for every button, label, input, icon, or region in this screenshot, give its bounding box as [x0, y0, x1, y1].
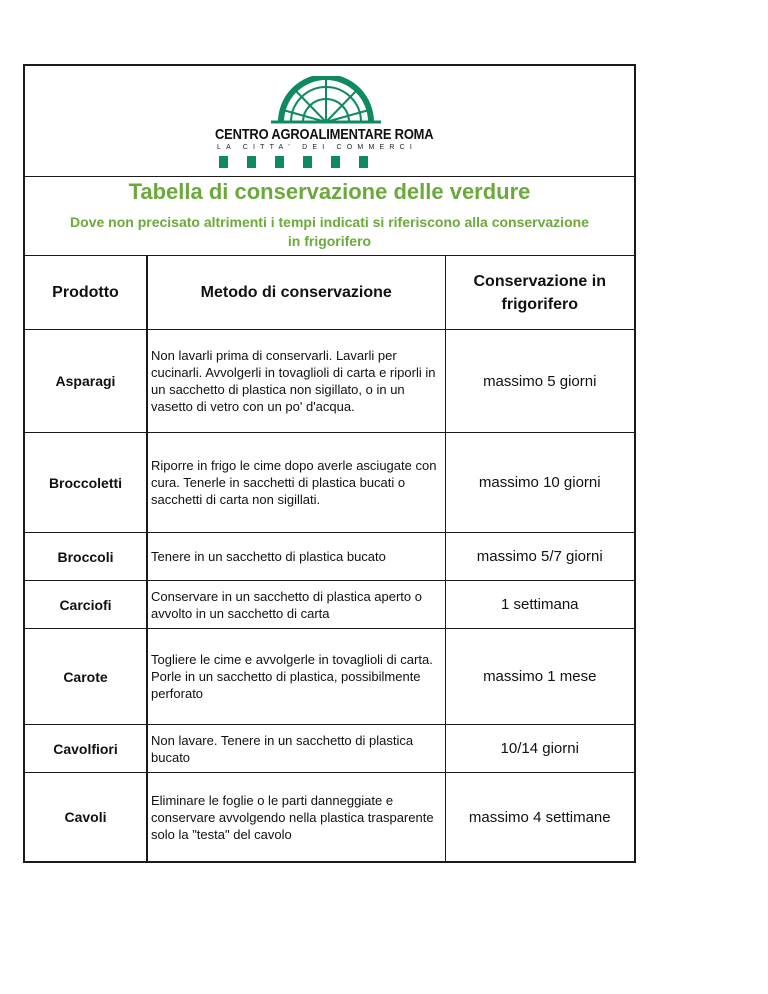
- product-cell: Broccoletti: [25, 433, 147, 533]
- header-method: Metodo di conservazione: [147, 256, 445, 330]
- table-row: [25, 533, 634, 581]
- fridge-cell: massimo 4 settimane: [468, 808, 611, 826]
- product-cell: Cavolfiori: [25, 725, 147, 773]
- method-cell: Riporre in frigo le cime dopo averle asciugate con cura. Tenerle in sacchetti di plastica bucati o sacchetti di carta non sigillati.: [147, 433, 445, 533]
- page-title: Tabella di conservazione delle verdure: [128, 179, 531, 204]
- table-row: [25, 330, 634, 433]
- header-fridge-label: Conservazione in frigorifero: [473, 272, 606, 313]
- method-cell: Eliminare le foglie o le parti danneggiate e conservare avvolgendo nella plastica trasparente solo la "testa" del cavolo: [147, 773, 445, 862]
- method-cell: Conservare in un sacchetto di plastica aperto o avvolto in un sacchetto di carta: [147, 581, 445, 629]
- conservation-table: [25, 256, 634, 862]
- fridge-cell: massimo 5/7 giorni: [445, 533, 634, 581]
- header-product: Prodotto: [25, 256, 147, 330]
- arch-logo-icon: [211, 76, 431, 128]
- logo-columns-icon: [215, 156, 375, 170]
- header-fridge: [445, 256, 634, 330]
- table-row: [25, 629, 634, 725]
- method-cell: Togliere le cime e avvolgerle in tovaglioli di carta. Porle in un sacchetto di plastica, possibilmente perforato: [147, 629, 445, 725]
- fridge-cell: massimo 10 giorni: [445, 433, 634, 533]
- fridge-cell: massimo 5 giorni: [445, 330, 634, 433]
- table-row: [25, 433, 634, 533]
- table-row: [25, 725, 634, 773]
- title-section: [25, 177, 634, 256]
- product-cell: Broccoli: [25, 533, 147, 581]
- product-cell: Carote: [25, 629, 147, 725]
- table-row: [25, 581, 634, 629]
- method-cell: Non lavarli prima di conservarli. Lavarli per cucinarli. Avvolgerli in tovaglioli di carta e riporli in un sacchetto di plastica non sigillato, o in un vasetto di vetro con un po' d'acqua.: [147, 330, 445, 433]
- conservation-sheet: [23, 64, 636, 863]
- product-cell: Cavoli: [64, 809, 107, 826]
- method-cell: Tenere in un sacchetto di plastica bucato: [147, 533, 445, 581]
- page-subtitle: Dove non precisato altrimenti i tempi indicati si riferiscono alla conservazione in frigorifero: [70, 214, 589, 249]
- fridge-cell: massimo 1 mese: [445, 629, 634, 725]
- logo-tagline: LA CITTA' DEI COMMERCI: [217, 144, 418, 151]
- logo-name: CENTRO AGROALIMENTARE ROMA: [215, 126, 434, 143]
- fridge-cell: 1 settimana: [445, 581, 634, 629]
- product-cell: Carciofi: [25, 581, 147, 629]
- fridge-cell: 10/14 giorni: [445, 725, 634, 773]
- table-header-row: [25, 256, 634, 330]
- method-cell: Non lavare. Tenere in un sacchetto di plastica bucato: [147, 725, 445, 773]
- table-row: [25, 773, 634, 862]
- product-cell: Asparagi: [25, 330, 147, 433]
- logo-header: [25, 66, 634, 177]
